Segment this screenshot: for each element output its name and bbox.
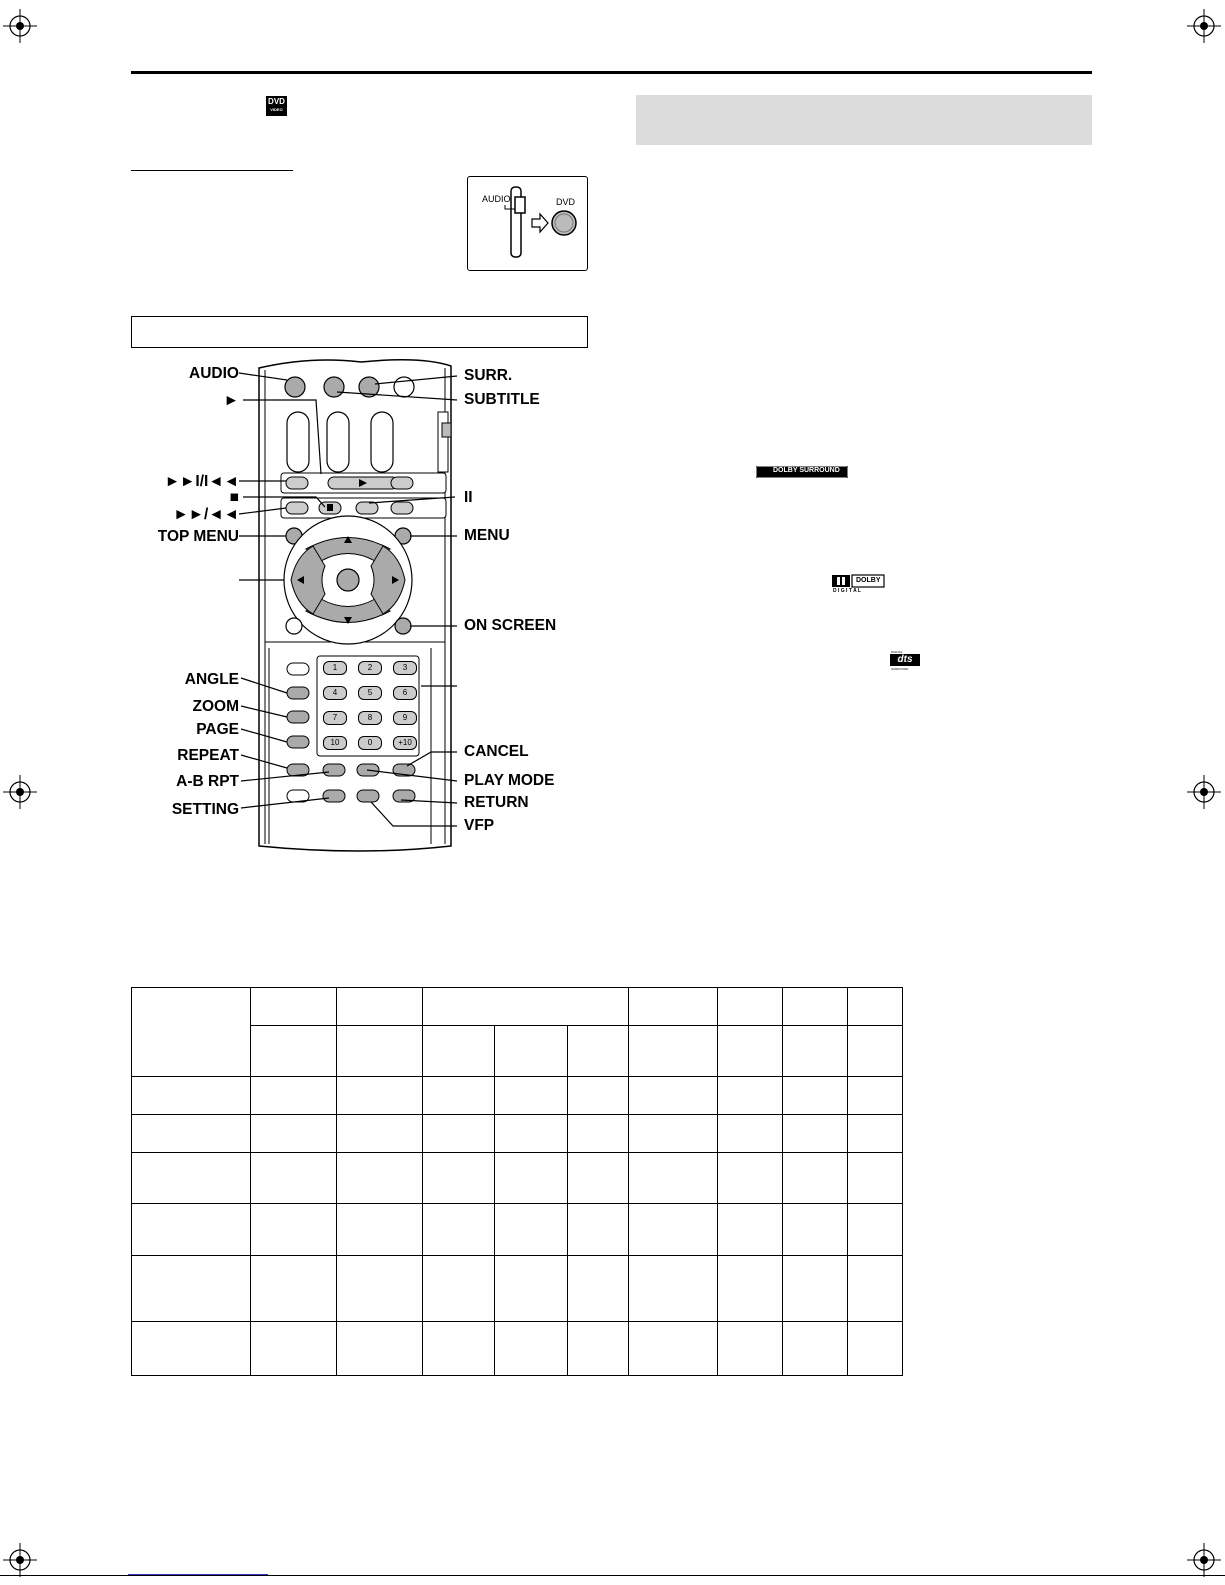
header-rule <box>131 71 1092 74</box>
registration-mark-mid-right <box>1187 775 1221 809</box>
dvd-badge-sublabel: VIDEO <box>270 107 283 112</box>
table-cell <box>629 988 718 1026</box>
subheading-rule <box>131 170 293 171</box>
label-return: RETURN <box>464 794 529 811</box>
switch-audio-label: AUDIO <box>482 194 511 204</box>
label-vfp: VFP <box>464 817 495 834</box>
table-cell <box>718 1026 783 1077</box>
label-ff-rew: ►►/◄◄ <box>173 506 239 523</box>
label-angle: ANGLE <box>184 671 239 688</box>
switch-dvd-label: DVD <box>556 197 576 207</box>
dolby-digital-subtext: D I G I T A L <box>833 588 861 594</box>
table-cell <box>848 988 903 1026</box>
number-key-plus10: +10 <box>393 736 417 750</box>
label-pause: II <box>464 489 473 506</box>
table-cell <box>251 988 337 1026</box>
table-cell <box>848 1026 903 1077</box>
label-stop: ■ <box>229 489 239 506</box>
dolby-digital-text: DOLBY <box>856 577 881 584</box>
table-row <box>132 1256 903 1322</box>
table-row <box>132 1115 903 1153</box>
number-key-7: 7 <box>323 711 347 725</box>
label-cancel: CANCEL <box>464 743 529 760</box>
label-audio: AUDIO <box>189 365 239 382</box>
dolby-surround-logo <box>756 465 848 483</box>
dts-logo <box>890 650 920 674</box>
registration-mark-bottom-left <box>3 1543 37 1577</box>
registration-mark-mid-left <box>3 775 37 809</box>
footer-rule <box>0 1575 1225 1576</box>
dolby-surround-text: DOLBY SURROUND <box>773 467 840 474</box>
dts-mark: dts <box>890 654 920 666</box>
table-cell <box>568 1026 629 1077</box>
spec-table <box>131 987 903 1376</box>
label-on-screen: ON SCREEN <box>464 617 557 634</box>
table-row <box>132 1153 903 1204</box>
registration-mark-top-right <box>1187 9 1221 43</box>
label-ab-rpt: A-B RPT <box>176 773 239 790</box>
table-cell <box>495 1026 568 1077</box>
dvd-video-badge <box>266 96 287 116</box>
number-key-4: 4 <box>323 686 347 700</box>
registration-mark-bottom-right <box>1187 1543 1221 1577</box>
number-key-6: 6 <box>393 686 417 700</box>
dts-bottom-text: SURROUND <box>891 667 909 671</box>
mode-switch-diagram <box>467 176 588 271</box>
table-cell <box>251 1026 337 1077</box>
table-cell <box>423 988 629 1026</box>
label-menu: MENU <box>464 527 510 544</box>
remote-control-illustration <box>131 356 591 856</box>
number-key-0: 0 <box>358 736 382 750</box>
table-row <box>132 1077 903 1115</box>
number-key-2: 2 <box>358 661 382 675</box>
table-cell <box>629 1026 718 1077</box>
table-cell <box>337 1026 423 1077</box>
table-cell <box>423 1026 495 1077</box>
label-repeat: REPEAT <box>177 747 239 764</box>
section-banner <box>636 95 1092 145</box>
label-subtitle: SUBTITLE <box>464 391 540 408</box>
table-row <box>132 1322 903 1376</box>
number-key-5: 5 <box>358 686 382 700</box>
footer-link-underline <box>128 1574 268 1575</box>
number-key-10: 10 <box>323 736 347 750</box>
label-zoom: ZOOM <box>192 698 239 715</box>
label-page: PAGE <box>196 721 239 738</box>
table-cell <box>132 988 251 1077</box>
number-key-1: 1 <box>323 661 347 675</box>
number-key-9: 9 <box>393 711 417 725</box>
label-top-menu: TOP MENU <box>157 528 239 545</box>
number-key-8: 8 <box>358 711 382 725</box>
label-play: ► <box>223 392 239 409</box>
table-cell <box>783 1026 848 1077</box>
remote-caption-box <box>131 316 588 348</box>
label-skip: ►►I/I◄◄ <box>164 473 239 490</box>
label-play-mode: PLAY MODE <box>464 772 555 789</box>
table-cell <box>718 988 783 1026</box>
number-key-3: 3 <box>393 661 417 675</box>
table-cell <box>783 988 848 1026</box>
table-cell <box>337 988 423 1026</box>
dvd-badge-label: DVD <box>268 97 285 106</box>
dolby-digital-logo <box>831 574 887 596</box>
dts-top-text: DIGITAL <box>891 650 903 654</box>
label-surr: SURR. <box>464 367 513 384</box>
registration-mark-top-left <box>3 9 37 43</box>
table-row <box>132 1204 903 1256</box>
label-setting: SETTING <box>171 801 239 818</box>
